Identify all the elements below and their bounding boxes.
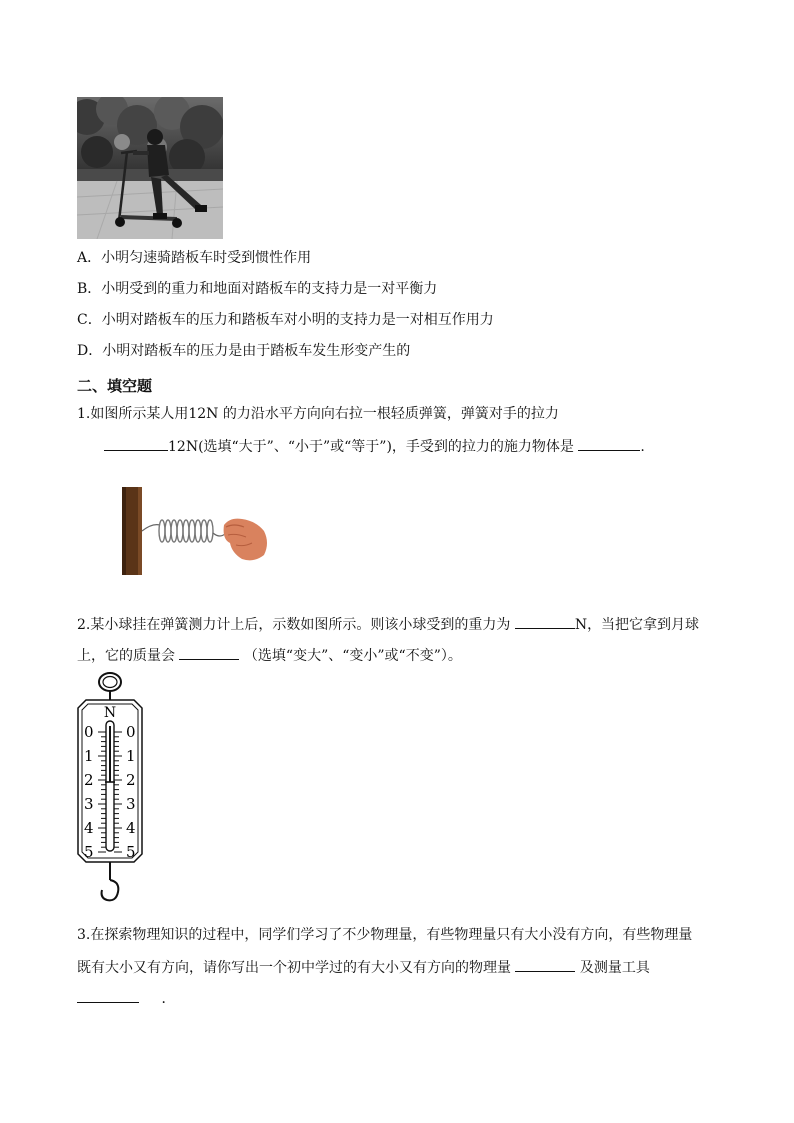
q3-blank-2[interactable] — [77, 988, 139, 1003]
q3-line2 — [77, 957, 650, 977]
q3-line1: 3.在探索物理知识的过程中，同学们学习了不少物理量，有些物理量只有大小没有方向，有些物理量 — [77, 927, 693, 943]
scale-label-left-4: 4 — [84, 819, 94, 837]
q2-line1-text-b: N，当把它拿到月球 — [574, 617, 700, 633]
scale-label-right-3: 3 — [126, 795, 136, 813]
q2-line2 — [77, 645, 462, 665]
scale-unit: N — [103, 705, 117, 721]
option-b: B．小明受到的重力和地面对踏板车的支持力是一对平衡力 — [77, 281, 438, 297]
scale-label-left-5: 5 — [84, 843, 94, 861]
q1-line2 — [104, 436, 645, 456]
q1-blank-1[interactable] — [104, 436, 168, 451]
scale-label-right-5: 5 — [126, 843, 136, 861]
q2-line1-text: 2.某小球挂在弹簧测力计上后，示数如图所示。则该小球受到的重力为 — [77, 617, 511, 633]
q3-line2-text: 既有大小又有方向，请你写出一个初中学过的有大小又有方向的物理量 — [77, 960, 511, 976]
q2-line2-text: 上，它的质量会 — [77, 648, 175, 664]
scale-label-left-1: 1 — [84, 747, 94, 765]
option-a: A．小明匀速骑踏板车时受到惯性作用 — [77, 250, 312, 266]
scale-label-right-0: 0 — [126, 723, 136, 741]
q3-line3-end: ． — [161, 991, 176, 1007]
section-title: 二、填空题 — [77, 377, 153, 395]
spring-illustration — [118, 483, 278, 579]
q1-line2-text: 12N(选填“大于”、“小于”或“等于”)，手受到的拉力的施力物体是 — [168, 439, 574, 455]
scooter-photo-image — [77, 97, 223, 239]
option-c: C．小明对踏板车的压力和踏板车对小明的支持力是一对相互作用力 — [77, 312, 494, 328]
q3-blank-1[interactable] — [515, 957, 575, 972]
q3-line2-text-b: 及测量工具 — [579, 960, 650, 976]
scale-label-right-1: 1 — [126, 747, 136, 765]
q1-blank-2[interactable] — [578, 436, 640, 451]
scale-label-right-2: 2 — [126, 771, 136, 789]
q1-line1: 1.如图所示某人用12N 的力沿水平方向向右拉一根轻质弹簧，弹簧对手的拉力 — [77, 406, 559, 422]
q2-line1 — [77, 614, 699, 634]
spring-figure — [118, 483, 278, 579]
q2-blank-2[interactable] — [179, 645, 239, 660]
q3-line3 — [77, 988, 175, 1008]
q1-line2-end: . — [640, 439, 645, 455]
spring-scale-figure — [76, 670, 150, 918]
scooter-photo — [77, 97, 223, 239]
scale-label-left-0: 0 — [84, 723, 94, 741]
scale-label-left-3: 3 — [84, 795, 94, 813]
option-d: D．小明对踏板车的压力是由于踏板车发生形变产生的 — [77, 343, 411, 359]
q2-blank-1[interactable] — [515, 614, 575, 629]
spring-scale-illustration — [76, 670, 150, 918]
scale-label-left-2: 2 — [84, 771, 94, 789]
q2-line2-text-b: （选填“变大”、“变小”或“不变”）。 — [243, 648, 462, 664]
scale-label-right-4: 4 — [126, 819, 136, 837]
